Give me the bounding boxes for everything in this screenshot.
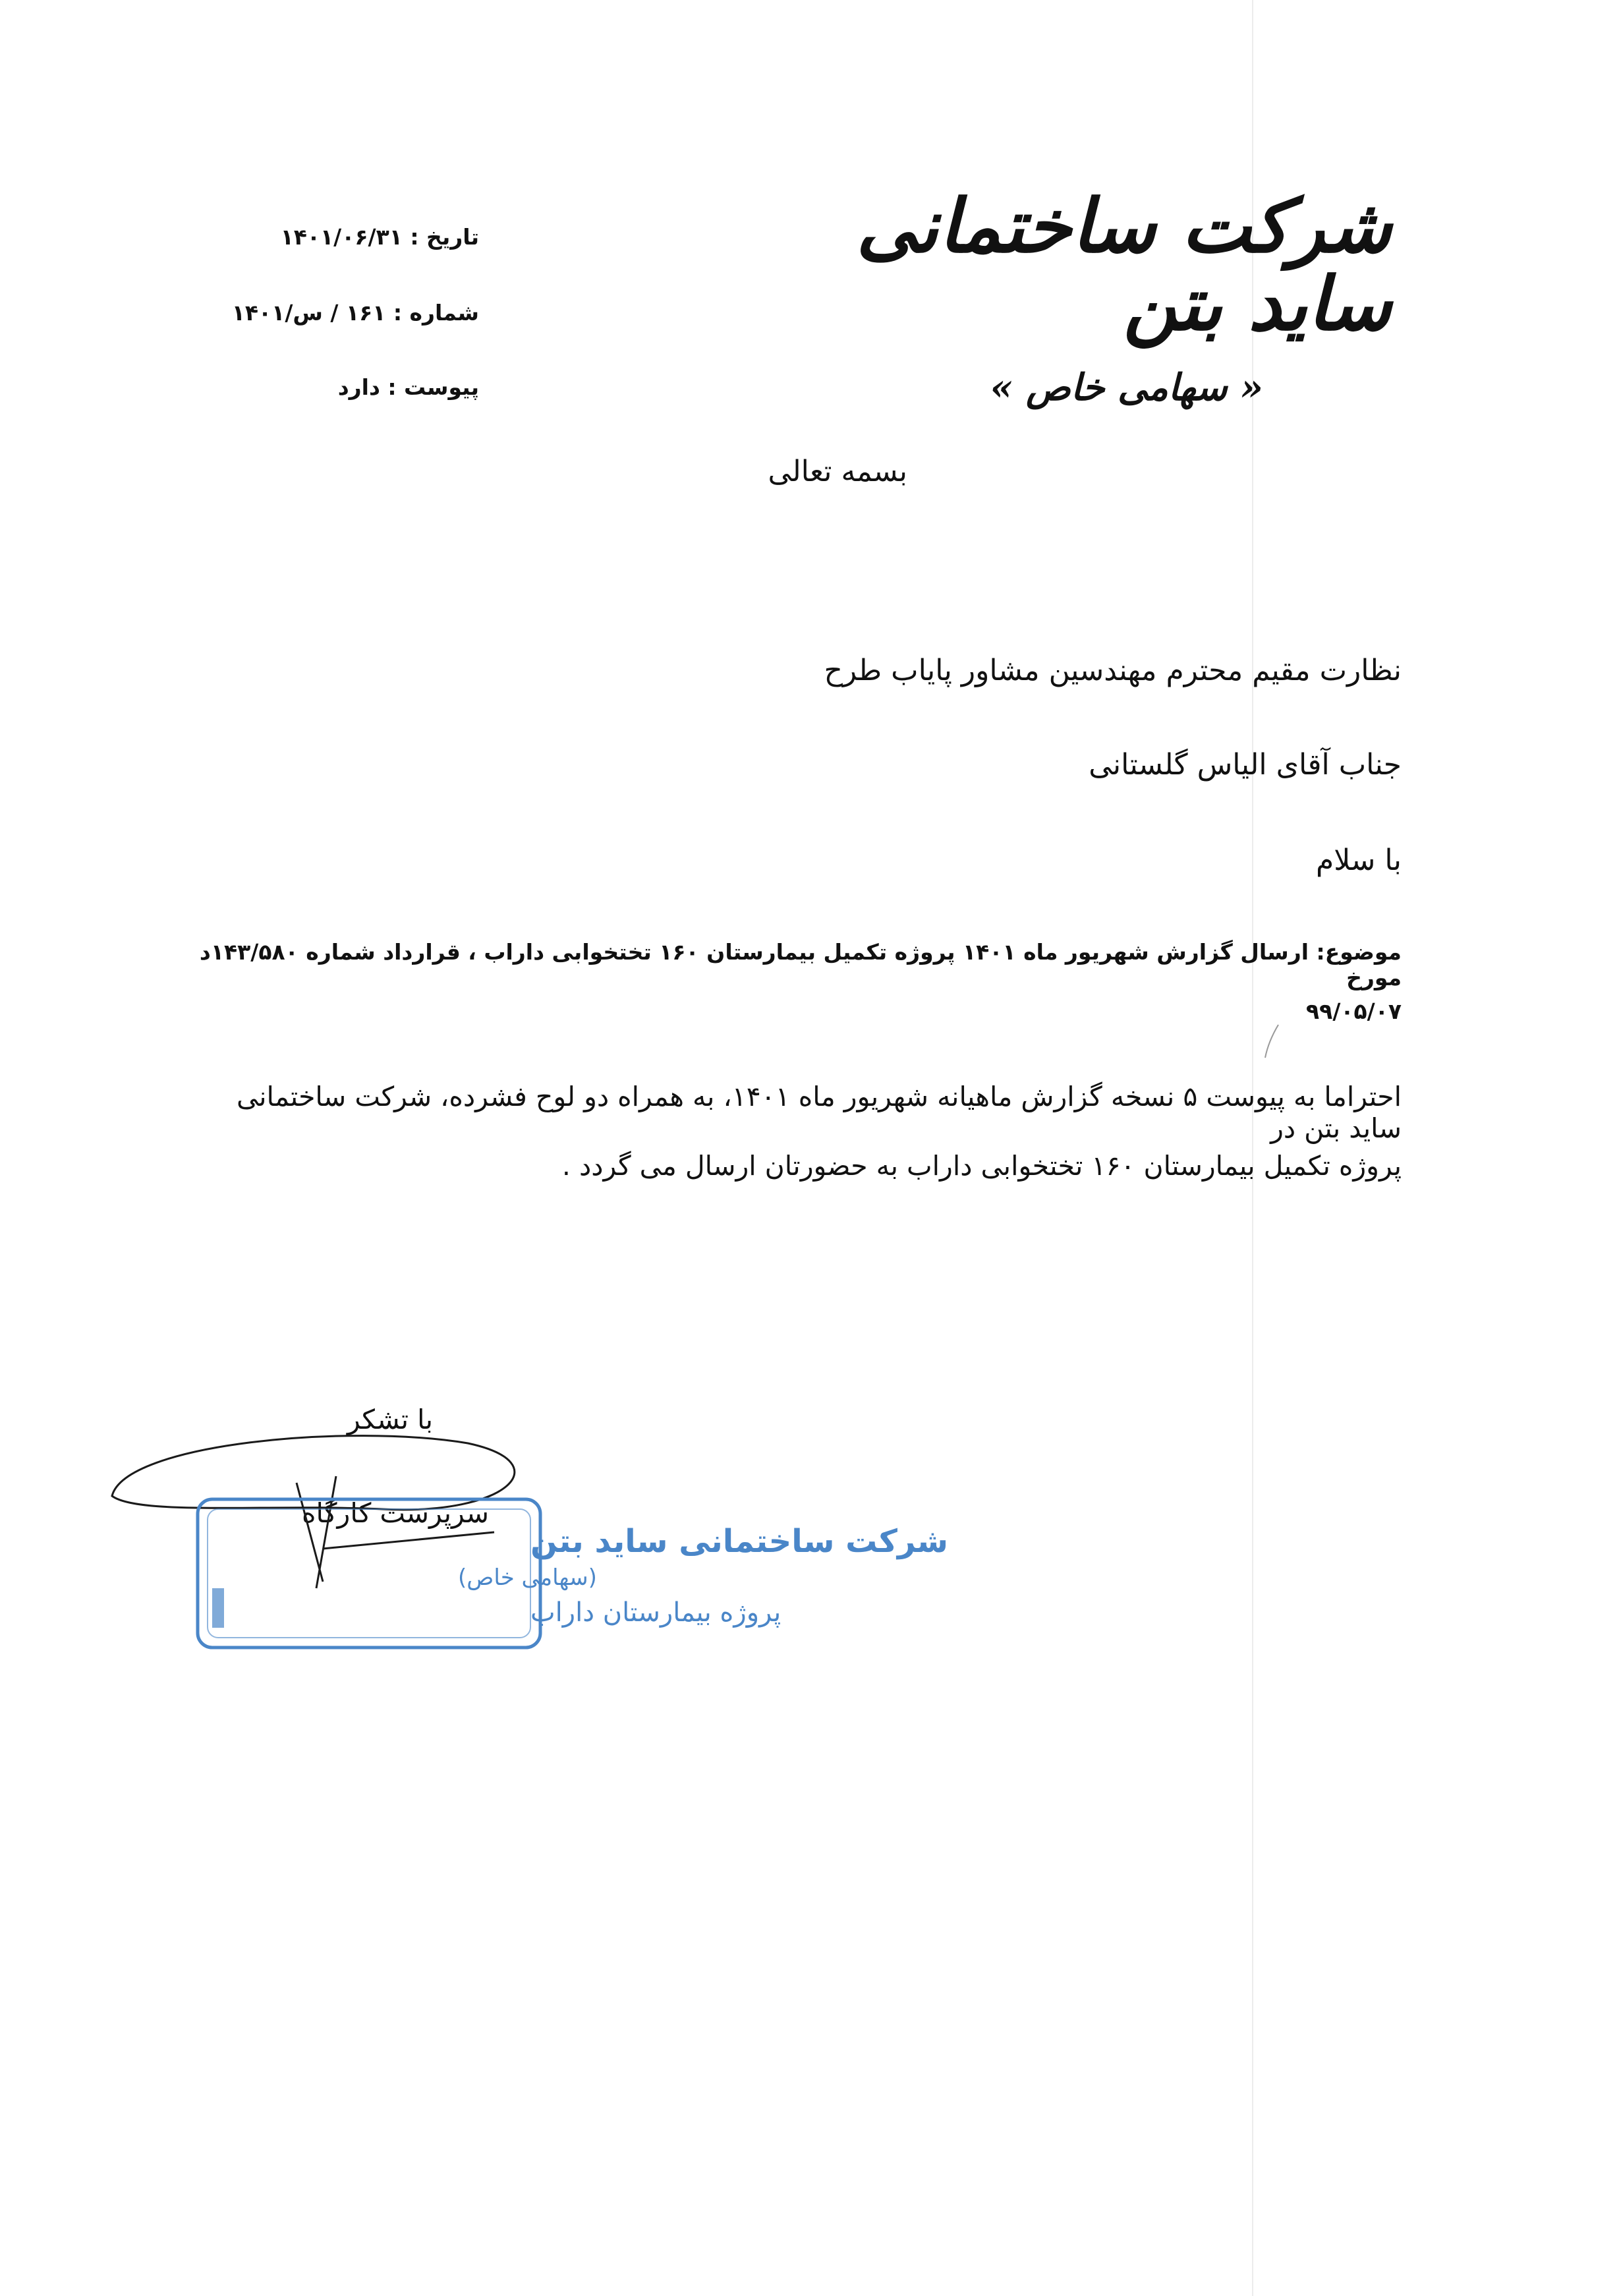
recipient-organization: نظارت مقیم محترم مهندسین مشاور پایاب طرح xyxy=(824,654,1402,687)
closing-thanks: با تشکر xyxy=(347,1404,433,1435)
company-type: « سهامی خاص » xyxy=(990,366,1263,409)
letter-number: شماره : ۱۶۱ / س/۱۴۰۱ xyxy=(231,300,479,326)
letter-attachment: پیوست : دارد xyxy=(337,374,479,400)
margin-mark xyxy=(1259,1021,1285,1061)
stamp-line-2: (سهامی خاص) xyxy=(458,1564,597,1591)
stamp-line-1: شرکت ساختمانی ساید بتن xyxy=(530,1523,948,1560)
letter-date: تاریخ : ۱۴۰۱/۰۶/۳۱ xyxy=(280,224,479,250)
body-paragraph-line-2: پروژه تکمیل بیمارستان ۱۶۰ تختخوابی داراب به حضورتان ارسال می گردد . xyxy=(561,1150,1402,1182)
subject-line: موضوع: ارسال گزارش شهریور ماه ۱۴۰۱ پروژه تکمیل بیمارستان ۱۶۰ تختخوابی داراب ، قرارداد شماره ۱۴۳/۵۸۰د مورخ xyxy=(199,939,1402,990)
basmala-heading: بسمه تعالی xyxy=(768,455,907,488)
stamp-line-3: پروژه بیمارستان داراب xyxy=(530,1597,781,1628)
greeting: با سلام xyxy=(1315,844,1402,877)
stamp-mark xyxy=(212,1588,224,1628)
signer-title: سرپرست کارگاه xyxy=(302,1497,489,1529)
subject-date: ۹۹/۰۵/۰۷ xyxy=(1306,998,1402,1024)
recipient-person: جناب آقای الیاس گلستانی xyxy=(1089,748,1402,782)
body-paragraph-line-1: احتراما به پیوست ۵ نسخه گزارش ماهیانه شهریور ماه ۱۴۰۱، به همراه دو لوح فشرده، شرکت ساختمانی ساید بتن در xyxy=(236,1081,1402,1144)
company-stamp xyxy=(99,1417,948,1694)
company-name: شرکت ساختمانی ساید بتن xyxy=(856,183,1392,347)
